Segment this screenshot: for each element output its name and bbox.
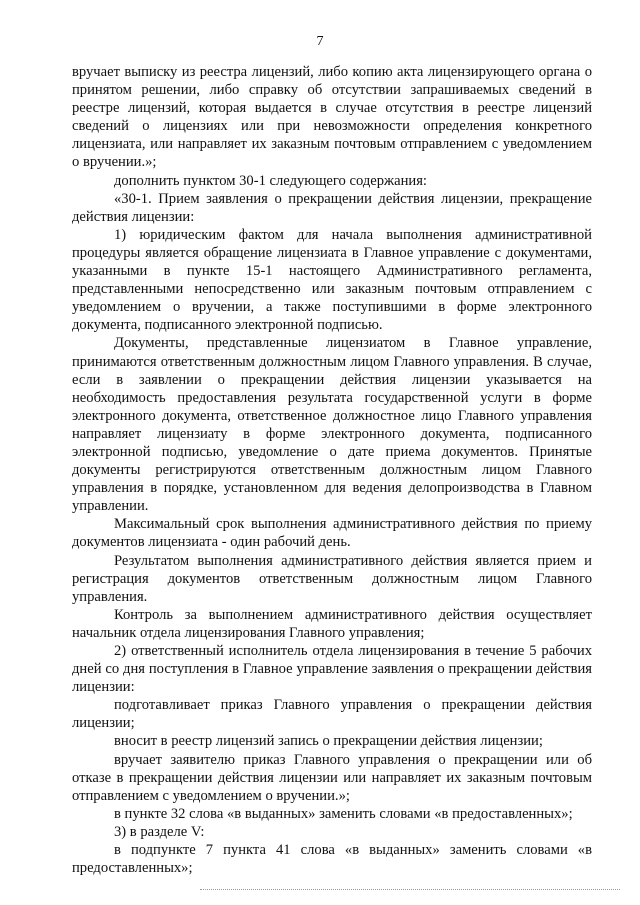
paragraph-max-term: Максимальный срок выполнения административного действия по приему документов лицензиата - один рабочий день. bbox=[72, 516, 592, 551]
page-number: 7 bbox=[316, 34, 324, 49]
paragraph-result: Результатом выполнения административного действия является прием и регистрация документов ответственным должностным лицом Главного управления. bbox=[72, 552, 592, 605]
document-body bbox=[72, 63, 592, 877]
paragraph-section-v: 3) в разделе V: bbox=[114, 823, 205, 840]
paragraph-responsible-executor: 2) ответственный исполнитель отдела лицензирования в течение 5 рабочих дней со дня поступления в Главное управление заявления о прекращении действия лицензии: bbox=[72, 643, 592, 696]
paragraph-add-item-30-1: дополнить пунктом 30-1 следующего содержания: bbox=[114, 172, 427, 189]
paragraph-legal-fact: 1) юридическим фактом для начала выполнения административной процедуры является обращение лицензиата в Главное управление с документами, указанными в пункте 15-1 настоящего Административного регламента, представленными непосредственно или заказным почтовым отправлением с уведомлением о вручении, а также поступившими в форме электронного документа, подписанного электронной подписью. bbox=[72, 226, 592, 334]
paragraph-deliver-order: вручает заявителю приказ Главного управления о прекращении или об отказе в прекращении действия лицензии или направляет их заказным почтовым отправлением с уведомлением о вручении.»; bbox=[72, 751, 592, 804]
paragraph-prepare-order: подготавливает приказ Главного управления о прекращении действия лицензии; bbox=[72, 697, 592, 732]
paragraph-issue-extract: вручает выписку из реестра лицензий, либо копию акта лицензирующего органа о принятом решении, либо справку об отсутствии запрашиваемых сведений в реестре лицензий, которая выдается в случае отсутствия в реестре лицензий сведений о лицензиях или при невозможности определения конкретного лицензиата, или направляет их заказным почтовым отправлением с уведомлением о вручении.»; bbox=[72, 64, 592, 171]
paragraph-item-30-1-heading: «30-1. Прием заявления о прекращении действия лицензии, прекращение действия лицензии: bbox=[72, 190, 592, 225]
paragraph-registry-entry: вносит в реестр лицензий запись о прекращении действия лицензии; bbox=[114, 733, 543, 750]
paragraph-item-41-amendment: в подпункте 7 пункта 41 слова «в выданных» заменить словами «в предоставленных»; bbox=[72, 842, 592, 877]
paragraph-control: Контроль за выполнением административного действия осуществляет начальник отдела лицензирования Главного управления; bbox=[72, 606, 592, 641]
paragraph-documents-acceptance: Документы, представленные лицензиатом в Главное управление, принимаются ответственным должностным лицом Главного управления. В случае, если в заявлении о прекращении действия лицензии указывается на необходимость предоставления результата государственной услуги в форме электронного документа, ответственное должностное лицо Главного управления направляет лицензиату в форме электронного документа, подписанного электронной подписью, уведомление о дате приема документов. Принятые документы регистрируются ответственным должностным лицом Главного управления в порядке, установленном для ведения делопроизводства в Главном управлении. bbox=[72, 335, 592, 515]
scan-artifact-line bbox=[200, 889, 620, 891]
paragraph-item-32-amendment: в пункте 32 слова «в выданных» заменить словами «в предоставленных»; bbox=[114, 805, 573, 822]
